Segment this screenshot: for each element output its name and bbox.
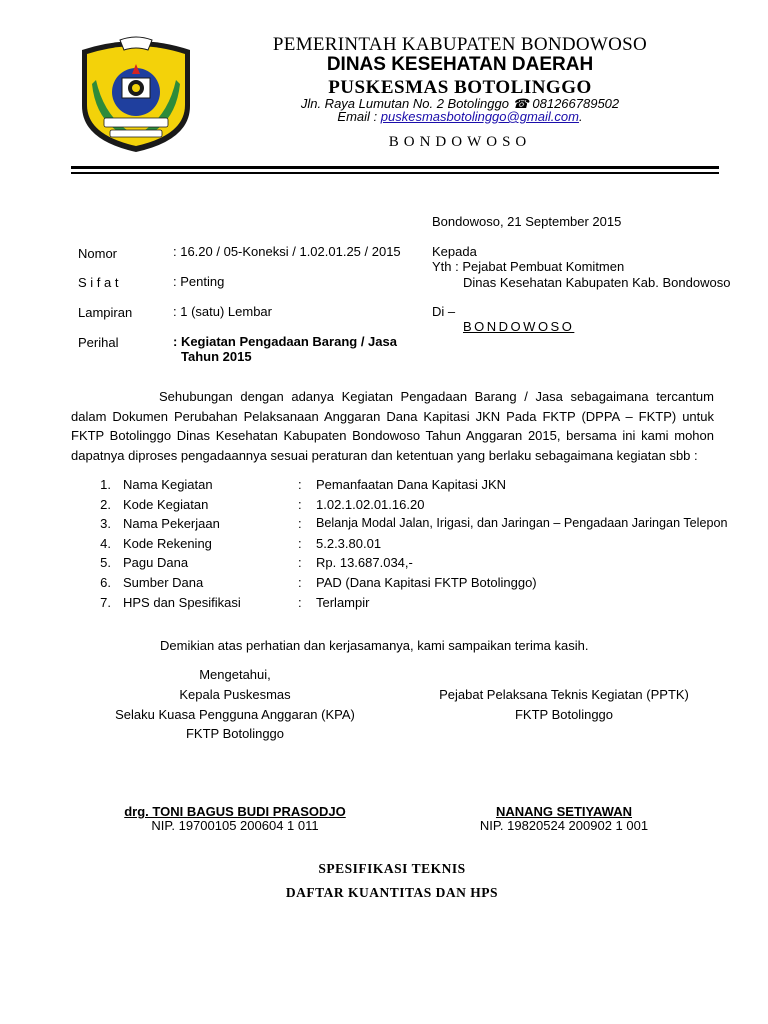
recipient-kepada: Kepada <box>432 244 477 259</box>
header-department: DINAS KESEHATAN DAERAH <box>326 54 594 75</box>
item-label: Nama Kegiatan <box>123 477 213 492</box>
item-separator: : <box>298 477 302 492</box>
item-value: 5.2.3.80.01 <box>316 535 382 551</box>
sign-left-mengetahui: Mengetahui, <box>199 667 271 682</box>
recipient-city: BONDOWOSO <box>463 319 575 334</box>
meta-value-nomor: : 16.20 / 05-Koneksi / 1.02.01.25 / 2015 <box>173 244 401 259</box>
item-separator: : <box>298 594 302 610</box>
list-item <box>71 477 751 497</box>
header-address: Jln. Raya Lumutan No. 2 Botolinggo ☎ 081266789502 <box>300 96 620 111</box>
meta-value-perihal-line2: Tahun 2015 <box>181 349 252 364</box>
meta-label-perihal: Perihal <box>78 335 119 350</box>
list-item <box>71 595 751 615</box>
email-suffix: . <box>578 109 583 124</box>
bondowoso-emblem-icon <box>74 36 198 154</box>
item-label: Sumber Dana <box>123 574 204 590</box>
header-government: PEMERINTAH KABUPATEN BONDOWOSO <box>272 34 648 55</box>
item-value: Pemanfaatan Dana Kapitasi JKN <box>316 477 507 492</box>
item-number: 5. <box>100 555 111 571</box>
item-label: Kode Rekening <box>123 535 212 551</box>
letter-date: Bondowoso, 21 September 2015 <box>432 214 622 229</box>
sign-right-name: NANANG SETIYAWAN <box>495 804 633 819</box>
item-label: Nama Pekerjaan <box>123 516 220 532</box>
item-value: Belanja Modal Jalan, Irigasi, dan Jaringan – Pengadaan Jaringan Telepon <box>316 516 728 531</box>
spec-title: SPESIFIKASI TEKNIS <box>318 861 466 876</box>
item-value: PAD (Dana Kapitasi FKTP Botolinggo) <box>316 574 537 590</box>
recipient-yth: Yth : Pejabat Pembuat Komitmen <box>432 259 625 274</box>
sign-right-position: Pejabat Pelaksana Teknis Kegiatan (PPTK) <box>439 687 689 702</box>
item-label: HPS dan Spesifikasi <box>123 594 241 610</box>
letter-body: Sehubungan dengan adanya Kegiatan Pengadaan Barang / Jasa sebagaimana tercantum dalam Dokumen Perubahan Pelaksanaan Anggaran Dana Kapitasi JKN Pada FKTP (DPPA – FKTP) untuk FKTP Botolinggo Dinas Kesehatan Kabupaten Bondowoso Tahun Anggaran 2015, bersama ini kami mohon dapatnya diproses pengadaannya sesuai peraturan dan ketentuan yang berlaku sebagaimana kegiatan sbb : <box>71 389 714 463</box>
item-value: Rp. 13.687.034,- <box>316 555 413 571</box>
item-number: 4. <box>100 535 111 551</box>
list-item <box>71 575 751 595</box>
item-separator: : <box>298 535 302 551</box>
sign-right-unit: FKTP Botolinggo <box>514 707 614 722</box>
item-label: Pagu Dana <box>123 555 189 571</box>
item-separator: : <box>298 555 302 571</box>
sign-left-role: Selaku Kuasa Pengguna Anggaran (KPA) <box>115 707 355 722</box>
item-label: Kode Kegiatan <box>123 496 209 512</box>
item-separator: : <box>298 516 302 532</box>
list-item <box>71 555 751 575</box>
list-item <box>71 536 751 556</box>
regency-logo <box>74 36 198 154</box>
email-link[interactable]: puskesmasbotolinggo@gmail.com <box>380 109 579 124</box>
item-value: 1.02.1.02.01.16.20 <box>316 496 425 512</box>
item-value: Terlampir <box>316 594 370 610</box>
header-rule-thick <box>71 166 719 169</box>
recipient-office: Dinas Kesehatan Kabupaten Kab. Bondowoso <box>463 275 731 290</box>
header-city: BONDOWOSO <box>388 134 532 150</box>
item-number: 2. <box>100 496 111 512</box>
meta-label-lampiran: Lampiran <box>78 305 133 320</box>
item-number: 6. <box>100 574 111 590</box>
item-number: 7. <box>100 594 111 610</box>
header-rule-thin <box>71 172 719 174</box>
sign-right-nip: NIP. 19820524 200902 1 001 <box>479 818 649 833</box>
item-number: 1. <box>100 477 111 492</box>
list-item <box>71 516 751 536</box>
meta-value-perihal: : Kegiatan Pengadaan Barang / Jasa <box>173 334 397 349</box>
header-puskesmas: PUSKESMAS BOTOLINGGO <box>328 77 592 98</box>
item-separator: : <box>298 496 302 512</box>
sign-left-name: drg. TONI BAGUS BUDI PRASODJO <box>124 804 346 819</box>
item-number: 3. <box>100 516 111 532</box>
meta-value-lampiran: : 1 (satu) Lembar <box>173 304 272 319</box>
sign-left-nip: NIP. 19700105 200604 1 011 <box>151 818 319 833</box>
meta-label-nomor: Nomor <box>78 246 118 261</box>
activity-list <box>71 477 751 614</box>
list-item <box>71 497 751 517</box>
recipient-di: Di – <box>432 304 456 319</box>
meta-label-sifat: S i f a t <box>78 275 119 290</box>
letter-closing: Demikian atas perhatian dan kerjasamanya, kami sampaikan terima kasih. <box>160 638 589 653</box>
sign-left-unit: FKTP Botolinggo <box>185 726 285 741</box>
spec-subtitle: DAFTAR KUANTITAS DAN HPS <box>285 885 499 900</box>
item-separator: : <box>298 574 302 590</box>
sign-left-position: Kepala Puskesmas <box>179 687 291 702</box>
header-email-line <box>200 109 720 124</box>
email-label: Email : <box>337 109 381 124</box>
meta-value-sifat: : Penting <box>173 274 225 289</box>
